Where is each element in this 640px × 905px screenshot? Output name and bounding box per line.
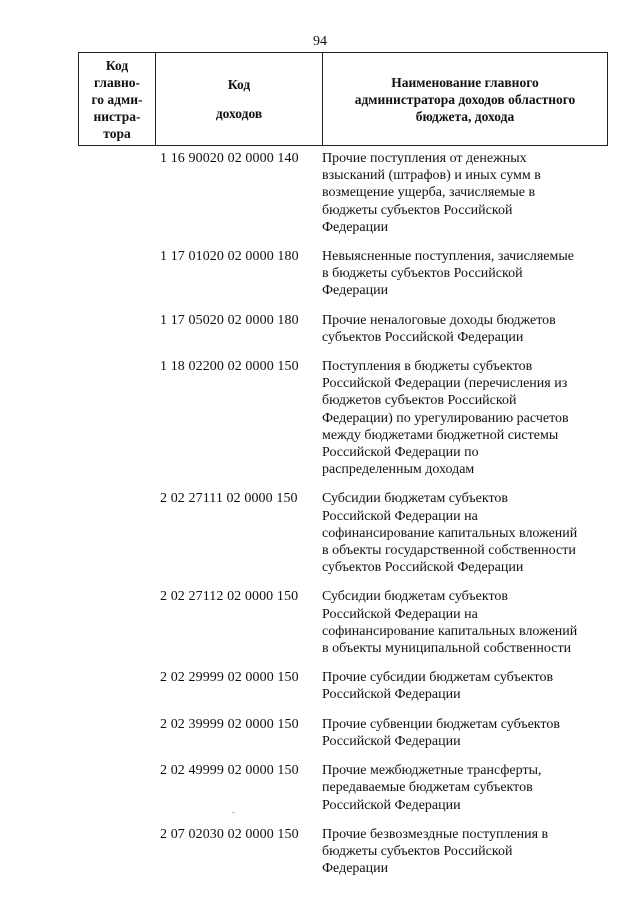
income-name: Невыясненные поступления, зачисляемые в бюджеты субъектов Российской Федерации <box>322 249 574 299</box>
income-code: 2 02 49999 02 0000 150 <box>160 763 299 779</box>
income-code: 2 02 27112 02 0000 150 <box>160 589 299 605</box>
income-name: Поступления в бюджеты субъектов Российской Федерации (перечисления из бюджетов субъектов Российской Федерации) по урегулированию расчетов между бюджетами бюджетной системы Российской Федерации по распределенным доходам <box>322 359 569 478</box>
income-name: Субсидии бюджетам субъектов Российской Федерации на софинансирование капитальных вложений в объекты муниципальной собственности <box>322 589 578 657</box>
table-row <box>160 669 608 703</box>
income-name: Прочие безвозмездные поступления в бюджеты субъектов Российской Федерации <box>322 826 549 877</box>
table-row <box>160 358 608 478</box>
table-row <box>160 150 608 236</box>
scan-speck <box>232 812 235 813</box>
table-body <box>160 150 608 889</box>
income-name: Субсидии бюджетам субъектов Российской Федерации на софинансирование капитальных вложений в объекты государственной собственности субъектов Российской Федерации <box>322 491 578 576</box>
income-code: 1 18 02200 02 0000 150 <box>160 359 299 375</box>
table-row <box>160 490 608 576</box>
header-income-code <box>156 53 323 145</box>
header-income-code-label-2: доходов <box>215 106 263 121</box>
income-code: 2 07 02030 02 0000 150 <box>160 826 299 842</box>
header-admin-code <box>79 53 156 145</box>
income-code: 2 02 29999 02 0000 150 <box>160 670 299 686</box>
header-name <box>323 53 607 145</box>
table-row <box>160 588 608 657</box>
income-code: 1 17 01020 02 0000 180 <box>160 249 299 265</box>
table-row <box>160 248 608 300</box>
income-code: 2 02 27111 02 0000 150 <box>160 491 298 507</box>
income-code: 1 16 90020 02 0000 140 <box>160 151 299 166</box>
table-row <box>160 826 608 878</box>
table-header <box>78 52 608 146</box>
income-name: Прочие поступления от денежных взысканий (штрафов) и иных сумм в возмещение ущерба, зачисляемые в бюджеты субъектов Российской Федерации <box>322 151 541 235</box>
income-name: Прочие неналоговые доходы бюджетов субъектов Российской Федерации <box>322 312 556 345</box>
page-number: 94 <box>313 34 327 49</box>
income-name: Прочие субсидии бюджетам субъектов Российской Федерации <box>322 670 554 703</box>
header-income-code-label-1: Код <box>227 77 251 92</box>
header-admin-code-label: Код главно- го адми- нистра- тора <box>91 57 143 141</box>
table-row <box>160 762 608 814</box>
header-name-label: Наименование главного администратора доходов областного бюджета, дохода <box>354 74 576 124</box>
income-code: 1 17 05020 02 0000 180 <box>160 312 299 328</box>
income-name: Прочие субвенции бюджетам субъектов Российской Федерации <box>322 716 560 749</box>
income-name: Прочие межбюджетные трансферты, передаваемые бюджетам субъектов Российской Федерации <box>322 763 542 813</box>
income-code: 2 02 39999 02 0000 150 <box>160 716 299 732</box>
table-row <box>160 312 608 346</box>
table-row <box>160 716 608 750</box>
